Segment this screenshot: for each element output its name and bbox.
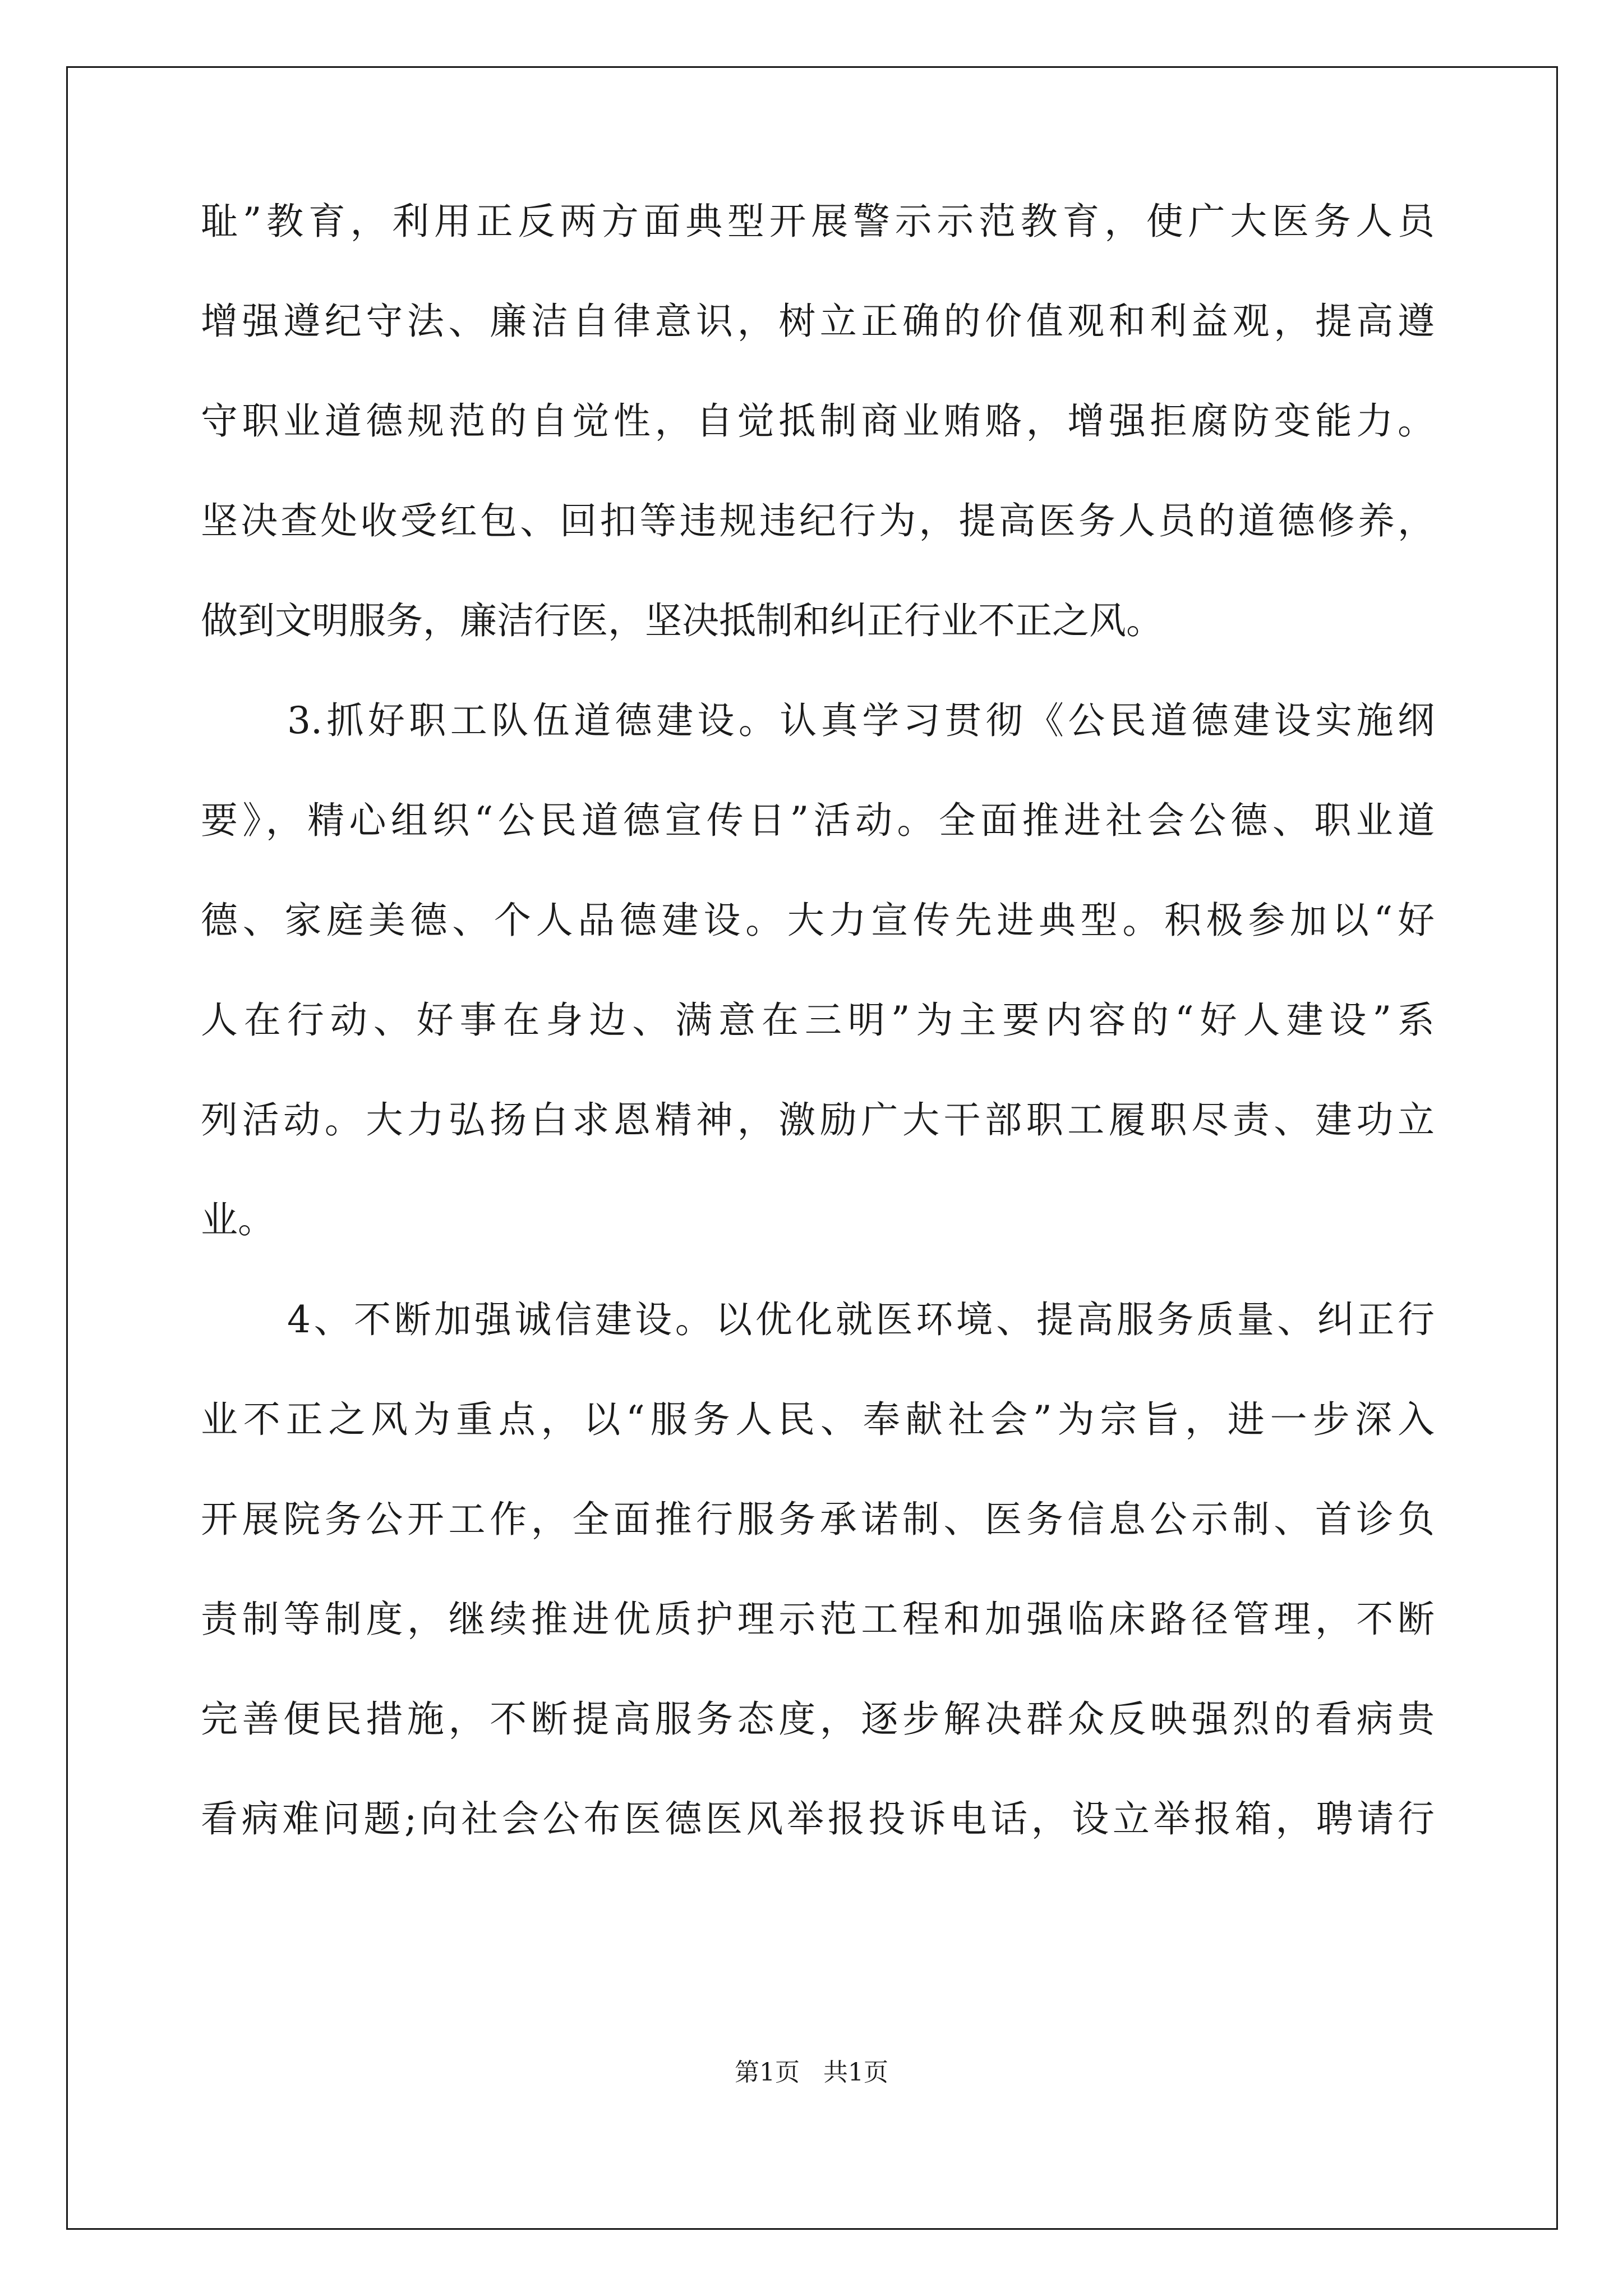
text-line: 做到文明服务，廉洁行医，坚决抵制和纠正行业不正之风。 (201, 599, 1163, 642)
text-line: 看病难问题;向社会公布医德医风举报投诉电话，设立举报箱，聘请行 (201, 1797, 1435, 1841)
text-line: 业。 (201, 1198, 275, 1241)
text-line: 业不正之风为重点，以“服务人民、奉献社会”为宗旨，进一步深入 (201, 1398, 1435, 1441)
text-line: 列活动。大力弘扬白求恩精神，激励广大干部职工履职尽责、建功立 (201, 1098, 1435, 1142)
text-line: 人在行动、好事在身边、满意在三明”为主要内容的“好人建设”系 (201, 999, 1435, 1042)
page-footer: 第1页 共1页 (735, 2058, 888, 2087)
text-line: 德、家庭美德、个人品德建设。大力宣传先进典型。积极参加以“好 (201, 899, 1435, 942)
text-line: 责制等制度，继续推进优质护理示范工程和加强临床路径管理，不断 (201, 1598, 1435, 1641)
text-line: 完善便民措施，不断提高服务态度，逐步解决群众反映强烈的看病贵 (201, 1697, 1435, 1741)
text-line: 坚决查处收受红包、回扣等违规违纪行为，提高医务人员的道德修养， (201, 499, 1435, 542)
text-line: 要》，精心组织“公民道德宣传日”活动。全面推进社会公德、职业道 (201, 799, 1435, 842)
paragraph-start-line: 4、不断加强诚信建设。以优化就医环境、提高服务质量、纠正行 (287, 1298, 1435, 1341)
text-line: 增强遵纪守法、廉洁自律意识，树立正确的价值观和利益观，提高遵 (201, 300, 1435, 343)
text-line: 耻”教育，利用正反两方面典型开展警示示范教育，使广大医务人员 (201, 200, 1435, 243)
page-border (66, 66, 1558, 2230)
text-line: 开展院务公开工作，全面推行服务承诺制、医务信息公示制、首诊负 (201, 1498, 1435, 1541)
paragraph-start-line: 3.抓好职工队伍道德建设。认真学习贯彻《公民道德建设实施纲 (287, 699, 1435, 742)
text-line: 守职业道德规范的自觉性，自觉抵制商业贿赂，增强拒腐防变能力。 (201, 399, 1435, 443)
